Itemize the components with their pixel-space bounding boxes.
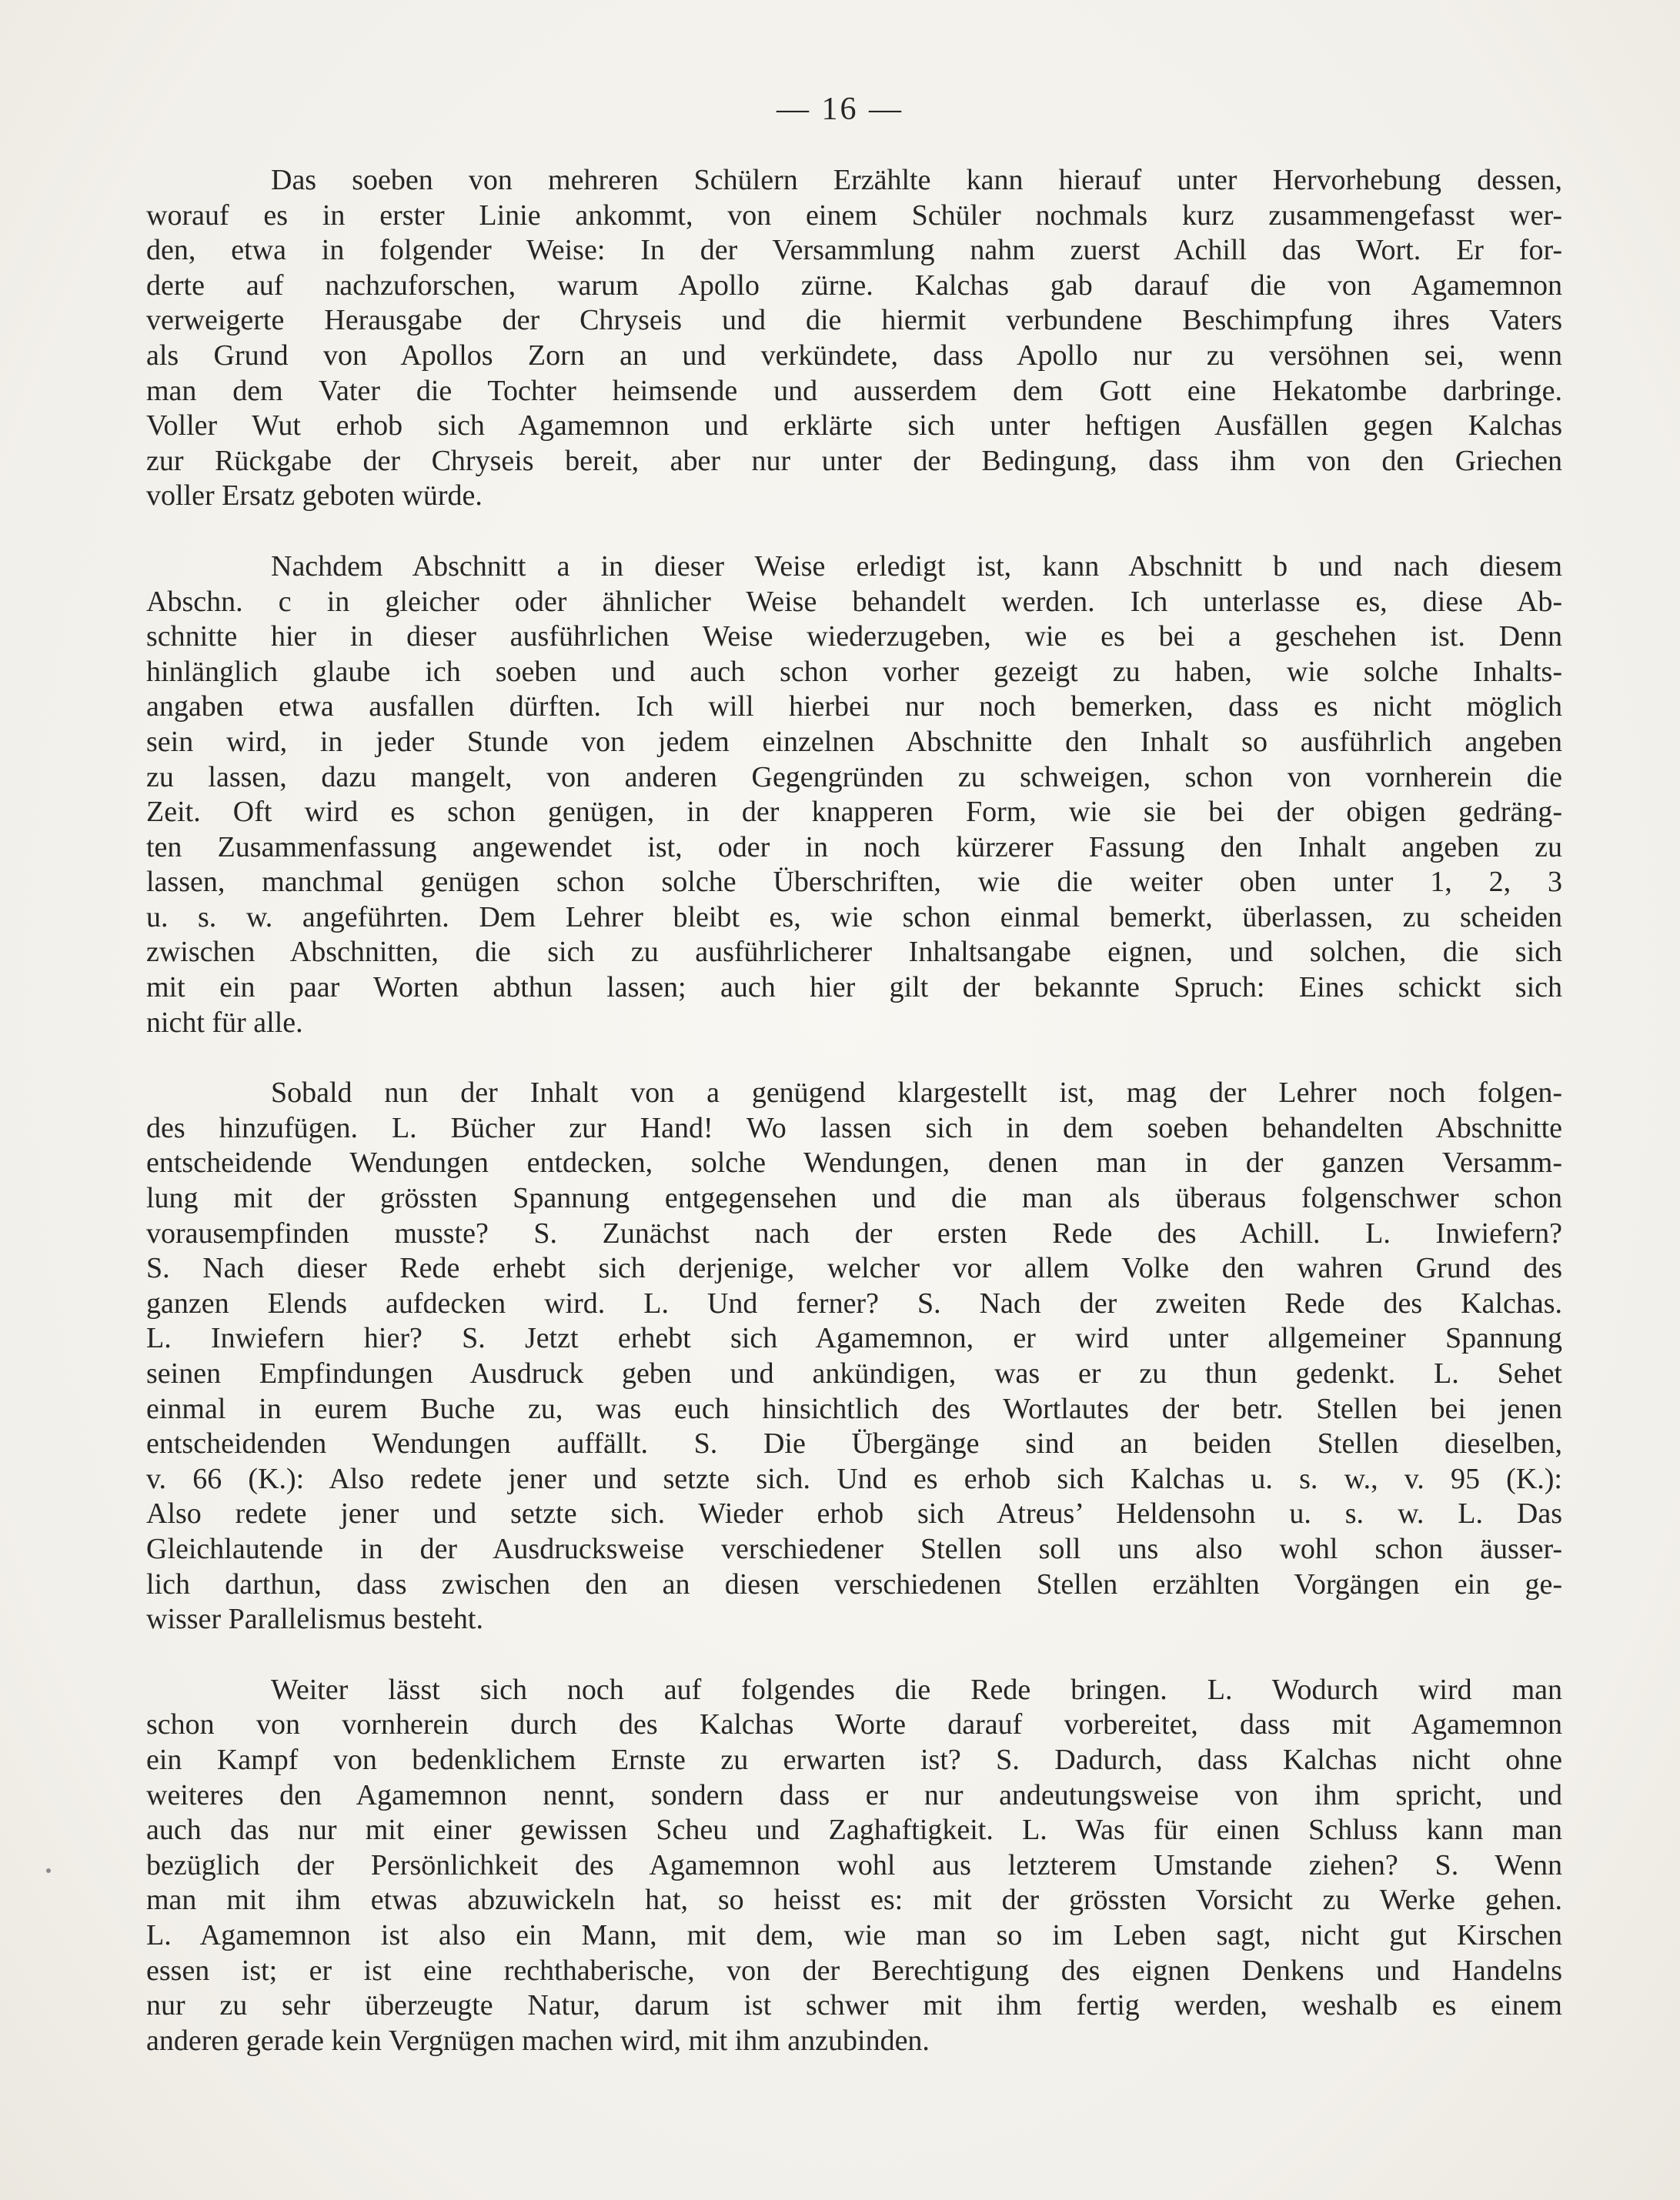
text-line: voller Ersatz geboten würde. (146, 479, 483, 512)
text-line: auch das nur mit einer gewissen Scheu und Zaghaftigkeit. L. Was für einen Schluss kann man (146, 1814, 1562, 1847)
text-line: u. s. w. angeführten. Dem Lehrer bleibt es, wie schon einmal bemerkt, überlassen, zu scheiden (146, 900, 1562, 933)
text-line: Zeit. Oft wird es schon genügen, in der knapperen Form, wie sie bei der obigen gedräng- (146, 796, 1562, 829)
paragraph (146, 1673, 1562, 2059)
text-line: Nachdem Abschnitt a in dieser Weise erledigt ist, kann Abschnitt b und nach diesem (271, 549, 1562, 583)
text-line: weiteres den Agamemnon nennt, sondern dass er nur andeutungsweise von ihm spricht, und (146, 1778, 1562, 1811)
text-line: zwischen Abschnitten, die sich zu ausführlicherer Inhaltsangabe eignen, und solchen, die sich (146, 936, 1562, 969)
text-line: Gleichlautende in der Ausdrucksweise verschiedener Stellen soll uns also wohl schon äusser- (146, 1532, 1562, 1565)
text-line: nicht für alle. (146, 1006, 303, 1039)
text-line: zur Rückgabe der Chryseis bereit, aber nur unter der Bedingung, dass ihm von den Griechen (146, 444, 1562, 477)
text-line: angaben etwa ausfallen dürften. Ich will hierbei nur noch bemerken, dass es nicht möglich (146, 690, 1562, 723)
text-line: schon von vornherein durch des Kalchas Worte darauf vorbereitet, dass mit Agamemnon (146, 1708, 1562, 1741)
text-line: L. Agamemnon ist also ein Mann, mit dem, wie man so im Leben sagt, nicht gut Kirschen (146, 1918, 1562, 1951)
text-line: S. Nach dieser Rede erhebt sich derjenige, welcher vor allem Volke den wahren Grund des (146, 1252, 1562, 1285)
text-line: lich darthun, dass zwischen den an diesen verschiedenen Stellen erzählten Vorgängen ein ge- (146, 1567, 1562, 1601)
text-line: man mit ihm etwas abzuwickeln hat, so heisst es: mit der grössten Vorsicht zu Werke gehen. (146, 1884, 1562, 1917)
text-line: mit ein paar Worten abthun lassen; auch hier gilt der bekannte Spruch: Eines schickt sich (146, 971, 1562, 1004)
text-line: entscheidenden Wendungen auffällt. S. Die Übergänge sind an beiden Stellen dieselben, (146, 1427, 1562, 1461)
text-line: ein Kampf von bedenklichem Ernste zu erwarten ist? S. Dadurch, dass Kalchas nicht ohne (146, 1743, 1562, 1776)
text-line: worauf es in erster Linie ankommt, von einem Schüler nochmals kurz zusammengefasst wer- (146, 199, 1562, 232)
text-line: lassen, manchmal genügen schon solche Überschriften, wie die weiter oben unter 1, 2, 3 (146, 866, 1562, 899)
text-line: lung mit der grössten Spannung entgegensehen und die man als überaus folgenschwer schon (146, 1182, 1562, 1215)
text-line: hinlänglich glaube ich soeben und auch schon vorher gezeigt zu haben, wie solche Inhalts- (146, 655, 1562, 688)
text-line: Also redete jener und setzte sich. Wieder erhob sich Atreus’ Heldensohn u. s. w. L. Das (146, 1497, 1562, 1531)
text-line: L. Inwiefern hier? S. Jetzt erhebt sich Agamemnon, er wird unter allgemeiner Spannung (146, 1322, 1562, 1355)
text-line: einmal in eurem Buche zu, was euch hinsichtlich des Wortlautes der betr. Stellen bei jenen (146, 1392, 1562, 1425)
text-line: ganzen Elends aufdecken wird. L. Und ferner? S. Nach der zweiten Rede des Kalchas. (146, 1287, 1562, 1320)
paragraph (146, 163, 1562, 514)
text-line: ten Zusammenfassung angewendet ist, oder in noch kürzerer Fassung den Inhalt angeben zu (146, 830, 1562, 863)
text-line: anderen gerade kein Vergnügen machen wird, mit ihm anzubinden. (146, 2024, 930, 2057)
text-line: als Grund von Apollos Zorn an und verkündete, dass Apollo nur zu versöhnen sei, wenn (146, 339, 1562, 372)
paragraph (146, 1076, 1562, 1637)
text-line: Weiter lässt sich noch auf folgendes die Rede bringen. L. Wodurch wird man (271, 1673, 1562, 1706)
text-line: Abschn. c in gleicher oder ähnlicher Weise behandelt werden. Ich unterlasse es, diese Ab- (146, 585, 1562, 618)
text-line: essen ist; er ist eine rechthaberische, von der Berechtigung des eignen Denkens und Handelns (146, 1954, 1562, 1987)
text-line: Voller Wut erhob sich Agamemnon und erklärte sich unter heftigen Ausfällen gegen Kalchas (146, 409, 1562, 442)
text-line: wisser Parallelismus besteht. (146, 1603, 483, 1636)
paper-speck (46, 1868, 51, 1873)
text-line: Das soeben von mehreren Schülern Erzählte kann hierauf unter Hervorhebung dessen, (271, 164, 1562, 196)
text-line: nur zu sehr überzeugte Natur, darum ist schwer mit ihm fertig werden, weshalb es einem (146, 1989, 1562, 2022)
text-line: seinen Empfindungen Ausdruck geben und ankündigen, was er zu thun gedenkt. L. Sehet (146, 1357, 1562, 1390)
text-line: vorausempfinden musste? S. Zunächst nach der ersten Rede des Achill. L. Inwiefern? (146, 1217, 1562, 1250)
text-line: des hinzufügen. L. Bücher zur Hand! Wo lassen sich in dem soeben behandelten Abschnitte (146, 1111, 1562, 1144)
text-line: zu lassen, dazu mangelt, von anderen Gegengründen zu schweigen, schon von vornherein die (146, 760, 1562, 793)
text-line: man dem Vater die Tochter heimsende und ausserdem dem Gott eine Hekatombe darbringe. (146, 374, 1562, 407)
text-line: entscheidende Wendungen entdecken, solche Wendungen, denen man in der ganzen Versamm- (146, 1147, 1562, 1180)
page-number: — 16 — (777, 92, 903, 127)
text-line: verweigerte Herausgabe der Chryseis und die hiermit verbundene Beschimpfung ihres Vaters (146, 304, 1562, 337)
text-line: den, etwa in folgender Weise: In der Versammlung nahm zuerst Achill das Wort. Er for- (146, 234, 1562, 267)
text-line: bezüglich der Persönlichkeit des Agamemnon wohl aus letzterem Umstande ziehen? S. Wenn (146, 1848, 1562, 1881)
text-line: derte auf nachzuforschen, warum Apollo zürne. Kalchas gab darauf die von Agamemnon (146, 269, 1562, 302)
text-line: sein wird, in jeder Stunde von jedem einzelnen Abschnitte den Inhalt so ausführlich angeben (146, 725, 1562, 758)
body-text (146, 163, 1562, 2058)
paragraph (146, 549, 1562, 1040)
text-line: v. 66 (K.): Also redete jener und setzte sich. Und es erhob sich Kalchas u. s. w., v. 95 (K.): (146, 1462, 1562, 1495)
text-line: schnitte hier in dieser ausführlichen Weise wiederzugeben, wie es bei a geschehen ist. Denn (146, 620, 1562, 653)
text-line: Sobald nun der Inhalt von a genügend klargestellt ist, mag der Lehrer noch folgen- (271, 1077, 1562, 1110)
